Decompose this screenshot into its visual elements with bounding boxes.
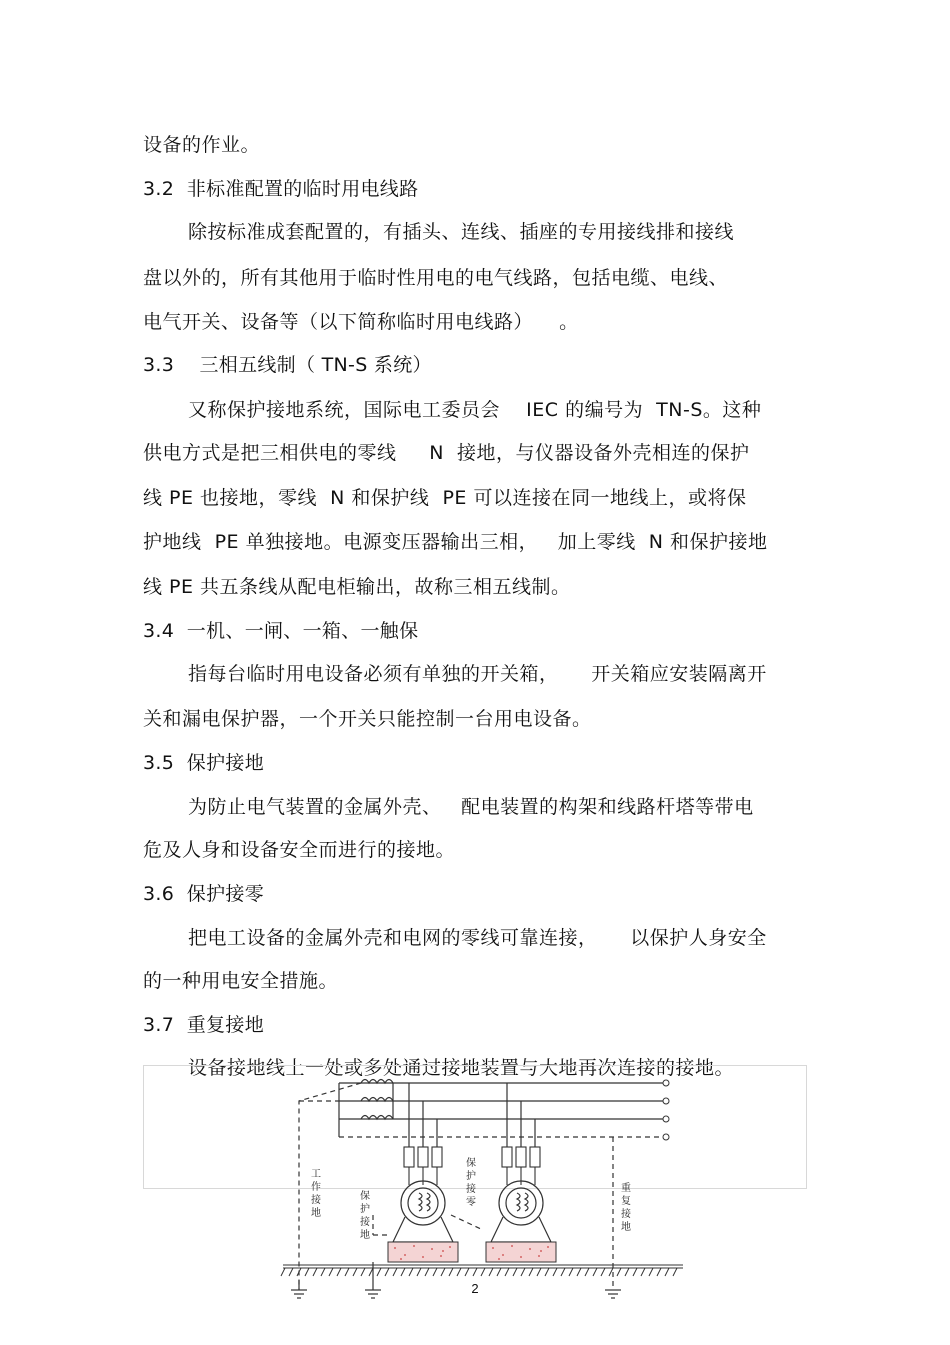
label-char: 保 — [360, 1191, 370, 1202]
section-heading: 3.6 保护接零 — [143, 883, 264, 905]
label-char: 地 — [311, 1208, 321, 1219]
paragraph-line: 关和漏电保护器，一个开关只能控制一台用电设备。 — [143, 708, 592, 730]
paragraph-line: 的一种用电安全措施。 — [143, 970, 339, 992]
page-number: 2 — [471, 1281, 479, 1296]
paragraph-line: 设备的作业。 — [143, 134, 261, 156]
paragraph-line: 又称保护接地系统，国际电工委员会 IEC 的编号为 TN-S。这种 — [188, 399, 762, 421]
motor-2 — [491, 1181, 551, 1242]
section-heading: 3.7 重复接地 — [143, 1014, 264, 1036]
paragraph-line: 盘以外的，所有其他用于临时性用电的电气线路，包括电缆、电线、 — [143, 267, 729, 289]
label-char: 护 — [466, 1171, 476, 1182]
label-char: 接 — [466, 1184, 476, 1195]
label-protective-ground — [360, 1189, 370, 1241]
label-char: 护 — [360, 1204, 370, 1215]
earth-surface — [281, 1265, 683, 1276]
paragraph-line: 为防止电气装置的金属外壳、 配电装置的构架和线路杆塔等带电 — [188, 796, 754, 818]
section-heading: 3.2 非标准配置的临时用电线路 — [143, 178, 419, 200]
label-char: 复 — [621, 1196, 631, 1207]
paragraph-line: 线 PE 共五条线从配电柜输出，故称三相五线制。 — [143, 576, 571, 598]
paragraph-line: 供电方式是把三相供电的零线 N 接地，与仪器设备外壳相连的保护 — [143, 442, 750, 464]
label-char: 地 — [360, 1230, 370, 1241]
label-char: 接 — [311, 1195, 321, 1206]
label-char: 工 — [311, 1169, 321, 1180]
paragraph-line: 护地线 PE 单独接地。电源变压器输出三相， 加上零线 N 和保护接地 — [143, 531, 768, 553]
label-protective-neutral — [466, 1156, 476, 1208]
label-char: 零 — [466, 1197, 476, 1208]
label-char: 接 — [360, 1217, 370, 1228]
foundations — [388, 1242, 556, 1262]
paragraph-line: 线 PE 也接地，零线 N 和保护线 PE 可以连接在同一地线上，或将保 — [143, 487, 747, 509]
label-char: 作 — [311, 1182, 321, 1193]
section-heading: 3.5 保护接地 — [143, 752, 264, 774]
paragraph-line: 危及人身和设备安全而进行的接地。 — [143, 839, 456, 861]
neutral-line — [299, 1083, 663, 1290]
phase-lines — [339, 1083, 663, 1137]
paragraph-line: 电气开关、设备等（以下简称临时用电线路） 。 — [143, 311, 579, 333]
motor-1 — [393, 1181, 453, 1242]
paragraph-line: 除按标准成套配置的，有插头、连线、插座的专用接线排和接线 — [188, 221, 735, 243]
section-heading: 3.3 三相五线制（ TN-S 系统） — [143, 354, 432, 376]
label-repeated-ground — [621, 1181, 631, 1233]
paragraph-line: 把电工设备的金属外壳和电网的零线可靠连接， 以保护人身安全 — [188, 927, 767, 949]
section-heading: 3.4 一机、一闸、一箱、一触保 — [143, 620, 419, 642]
paragraph-line: 指每台临时用电设备必须有单独的开关箱， 开关箱应安装隔离开 — [188, 663, 767, 685]
label-char: 重 — [621, 1183, 631, 1194]
label-char: 地 — [621, 1222, 631, 1233]
transformer-coils — [361, 1080, 393, 1120]
label-char: 接 — [621, 1209, 631, 1220]
label-char: 保 — [466, 1158, 476, 1169]
tn-s-wiring-diagram — [143, 1065, 807, 1305]
paragraph-line: 设备接地线上一处或多处通过接地装置与大地再次连接的接地。 — [188, 1057, 735, 1079]
label-working-ground — [311, 1168, 321, 1219]
